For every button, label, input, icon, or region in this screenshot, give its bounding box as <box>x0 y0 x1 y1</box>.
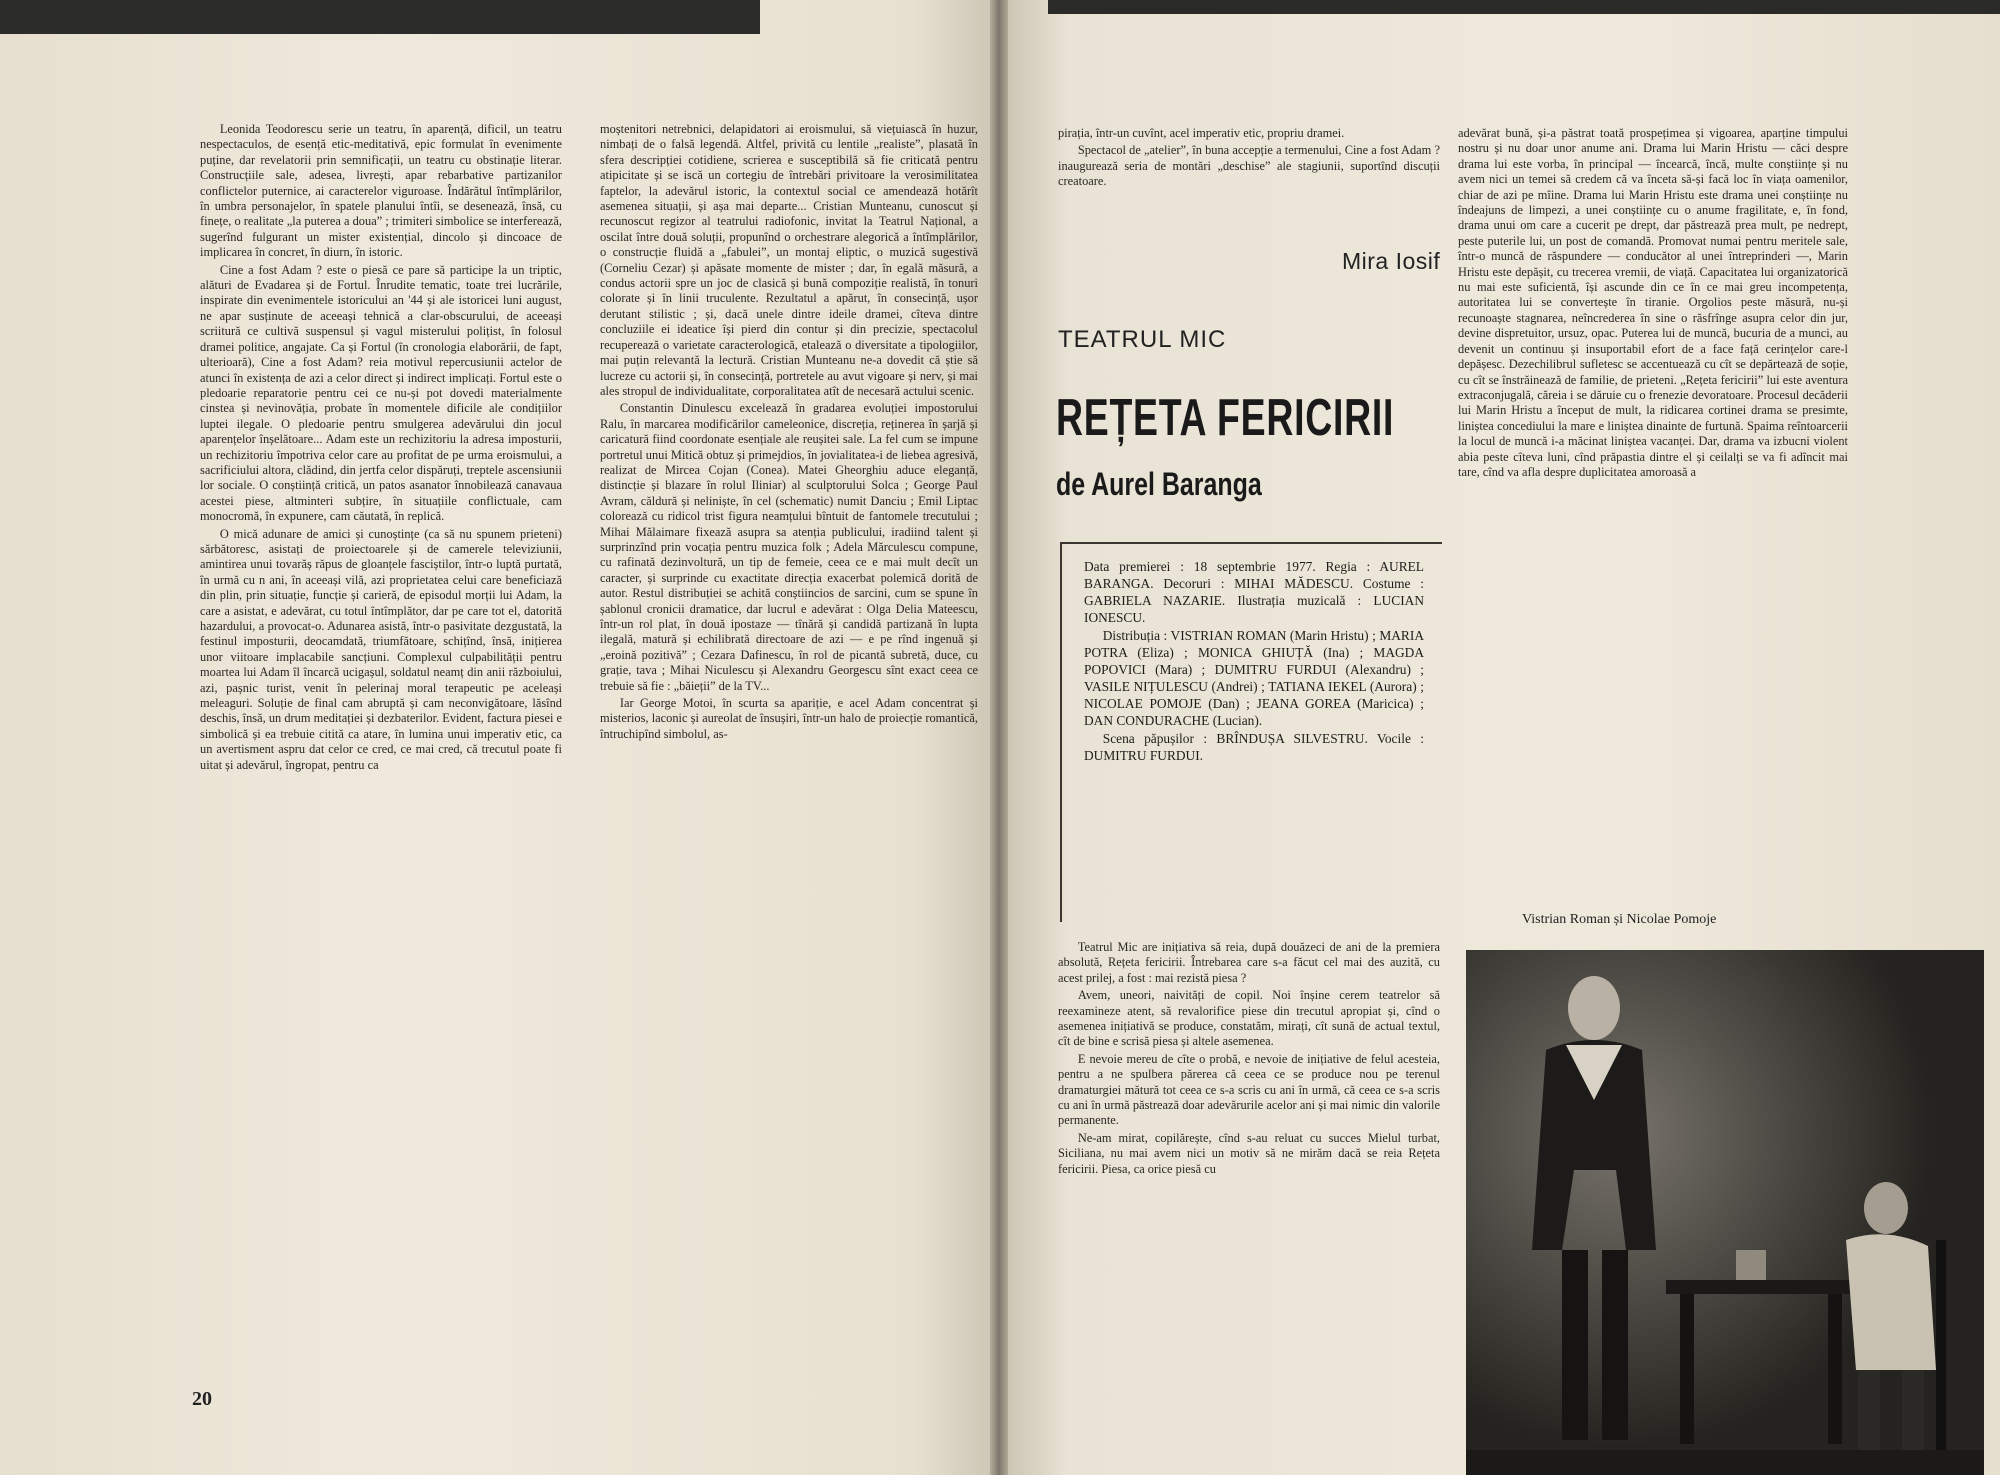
stage-photo-illustration <box>1466 950 1984 1475</box>
right-column-2 <box>1458 126 1848 480</box>
book-gutter <box>990 0 1008 1475</box>
paragraph: Cine a fost Adam ? este o piesă ce pare să participe la un triptic, alături de Evadarea și de Fortul. Înrudite tematic, toate trei lucrările, inspirate din evenimentele istoricului an '44 și ale istoricei luni august, ne apar susținute de aceeași tehnică a clar-obscurului, de aceeași scriitură ce cultivă suspensul și vagul misterului polițist, în folosul dramei politice, angajate. Ca și Fortul (în cronologia elaborării, de fapt, ulterioară), Cine a fost Adam? reia motivul repercusiunii actelor de atunci în existența de azi a celor direct și indirect implicați. Fortul este o pledoarie reparatorie pentru cei ce nu-și pot dovedi materialmente cinstea și nevinovăția, probate în momentele dificile ale condițiilor luptei ilegale. O pledoarie pentru smulgerea adevărului din jocul aparențelor înșelătoare... Adam este un rechizitoriu la adresa imposturii, un rechizitoriu împotriva celor care au profitat de pe urma eroismului, a sacrificiului altora, clădind, din jertfa celor dispăruți, treptele ascensiunii lor sociale. O conștiință critică, un patos asanator înnobilează canavaua acestei piese, altminteri subțire, în situațiile conflictuale, cam monocromă, în expunere, cam căutată, în replică. <box>200 262 562 524</box>
page-edge-shadow <box>1048 0 2000 14</box>
paragraph: pirația, într-un cuvînt, acel imperativ etic, propriu dramei. <box>1058 126 1345 140</box>
stage-photo <box>1466 950 1984 1475</box>
paragraph: E nevoie mereu de cîte o probă, e nevoie de inițiative de felul acesteia, pentru a ne spulbera părerea că ceea ce se produce nou pe terenul dramaturgiei mătură tot ceea ce s-a scris cu ani în urmă, că ceea ce s-a scris cu ani în urmă păstrează doar adevărurile acelor ani și mai nimic din valorile permanente. <box>1058 1051 1440 1128</box>
paragraph: Leonida Teodorescu serie un teatru, în aparență, dificil, un teatru nespectaculos, de esență etic-meditativă, epic formulat în evenimente puține, dar revelatorii prin semnificații, un teatru cu obstinație literar. Construcțiile sale, adesea, livrești, apar rebarbative partizanilor conflictelor puternice, ai caracterelor viguroase. Îndărătul întîmplărilor, în umbra personajelor, în spatele planului întîi, se desenează, însă, cu finețe, o realitate „la puterea a doua” ; trimiteri simbolice se interferează, sugerînd fulgurant un mister existențial, dincolo și dincoace de implicarea în concret, în diurn, în istoric. <box>200 122 562 260</box>
credits-paragraph: Data premierei : 18 septembrie 1977. Regia : AUREL BARANGA. Decoruri : MIHAI MĂDESCU. Costume : GABRIELA NAZARIE. Ilustrația muzicală : LUCIAN IONESCU. <box>1084 559 1424 625</box>
credits-paragraph: Scena păpușilor : BRÎNDUȘA SILVESTRU. Vocile : DUMITRU FURDUI. <box>1084 731 1424 763</box>
author-signature: Mira Iosif <box>1342 248 1441 274</box>
paragraph: Ne-am mirat, copilărește, cînd s-au reluat cu succes Mielul turbat, Siciliana, nu mai avem nici un motiv să ne mirăm dacă se reia Rețeta fericirii. Piesa, ca orice piesă cu <box>1058 1130 1440 1176</box>
paragraph: O mică adunare de amici și cunoștințe (ca să nu spunem prieteni) sărbătoresc, asistați de proiectoarele și de camerele televiziunii, amintirea unui tovarăș răpus de gloanțele fasciștilor, într-o luptă purtată, în urmă cu n ani, în aceeași vilă, azi proprietatea celui care beneficiază din plin, prin situație, funcție și carieră, de episodul morții lui Adam, la care a asistat, e adevărat, cu totul întîmplător, dar pe care tot el, datorită hazardului, a provocat-o. Adunarea asistă, într-o pasivitate dezgustată, la festinul imposturii, deocamdată, triumfătoare, schițînd, însă, inițierea unor viitoare implacabile sancțiuni. Complexul culpabilității pentru moartea lui Adam îl încarcă ucigașul, soldatul neamț din anii războiului, azi, pașnic turist, venit în pelerinaj moral terapeutic pe aceleași meleaguri. Soluție de final cam abruptă și cam neconvigătoare, lăsînd deschis, însă, un drum meditației și dezbaterilor. Evident, factura piesei e simbolică și ea trebuie citită ca atare, în lumina unui imperativ etic, ca un avertisment aspru dat celor ce cred, ce mai cred, că trecutul poate fi uitat și adevărul, îngropat, pentru ca <box>200 526 562 772</box>
left-column-1 <box>200 122 562 773</box>
play-title: REȚETA FERICIRII <box>1056 389 1395 447</box>
page-edge-shadow <box>0 0 760 34</box>
right-column-1-bottom <box>1058 940 1440 1177</box>
paragraph: adevărat bună, și-a păstrat toată prospețimea și vigoarea, aparține timpului nostru și nu doar unor anume ani. Drama lui Marin Hristu — căci despre drama lui este vorba, în principal — încearcă, încă, multe conștiințe și nu avem nici un temei să credem că va înceta să-și facă loc în viața oamenilor, chiar de azi pe mîine. Drama lui Marin Hristu este drama unei conștiințe nu îndeajuns de limpezi, a unei conștiințe cu o anume fragilitate, e, în fond, drama unui om care a cucerit pe drept, dar păstrează prea mult, pe nedrept, peste puterile lui, un post de comandă. Promovat numai pentru meritele sale, într-o muncă de răspundere — conducător al unei întreprinderi —, Marin Hristu este depășit, cu trecerea vremii, de viață. Capacitatea lui organizatorică nu mai este suficientă, își ascunde din ce în ce mai greu incompetența, autoritatea lui se convertește în tiranie. Orgolios peste măsură, nu-și recunoaște stagnarea, neîncrederea în sine o răsfrînge asupra celor din jur, devine dispretuitor, ursuz, opac. Puterea lui de muncă, bucuria de a munci, au devenit un continuu și insuportabil efort de a face față cerințelor care-l depășesc. Dezechilibrul sufletesc se accentuează cu cît se depărtează de soție, cu cît se înstrăinează de familie, de prieteni. „Rețeta fericirii” lui este aventura extraconjugală, căreia i se dăruie cu o frenezie devoratoare. Procesul decăderii lui Marin Hristu a început de mult, la ridicarea cortinei drama se presimte, liniștea concediului la mare e liniștea dinainte de furtună. Spaima reîntoarcerii la locul de muncă i-a măcinat liniștea vacanței. Dar, drama va izbucni violent abia peste cîteva luni, cînd prăpastia dintre el și ceilalți se va fi adîncit mai tare, cînd va afla despre duplicitatea amoroasă a <box>1458 126 1848 479</box>
photo-caption: Vistrian Roman și Nicolae Pomoje <box>1522 912 1717 927</box>
left-column-2 <box>600 122 978 742</box>
left-page <box>0 0 990 1475</box>
credits-box <box>1060 542 1442 922</box>
section-title: TEATRUL MIC <box>1058 326 1227 353</box>
play-author: de Aurel Baranga <box>1056 466 1262 502</box>
paragraph: Iar George Motoi, în scurta sa apariție, e acel Adam concentrat și misterios, laconic și aureolat de însușiri, într-un halo de proiecție romantică, întruchipînd simbolul, as- <box>600 696 978 741</box>
page-number: 20 <box>192 1388 212 1410</box>
credits-paragraph: Distribuția : VISTRIAN ROMAN (Marin Hristu) ; MARIA POTRA (Eliza) ; MONICA GHIUȚĂ (Ina) ; MAGDA POPOVICI (Mara) ; DUMITRU FURDUI (Alexandru) ; VASILE NIȚULESCU (Andrei) ; TATIANA IEKEL (Aurora) ; NICOLAE POMOJE (Dan) ; JEANA GOREA (Maricica) ; DAN CONDURACHE (Lucian). <box>1084 628 1424 728</box>
paragraph: Constantin Dinulescu excelează în gradarea evoluției impostorului Ralu, în marcarea modificărilor cameleonice, discreția, reținerea în șarjă și caricatură fiind coordonate esențiale ale reușitei sale. La fel cum se impune portretul unui Mitică obtuz și primejdios, în jovialitatea-i de liebea agresivă, realizat de Mircea Cojan (Conea). Matei Gheorghiu aduce eleganță, distincție și blazare în rolul Iliniar) al sculptorului Solca ; George Paul Avram, căldură și neliniște, în cel (schematic) numit Danciu ; Emil Liptac colorează cu ridicol trist figura neamțului bîntuit de fantomele trecutului ; Mihai Mălaimare fixează asupra sa atenția publicului, iradiind talent și surprinzînd prin vocația pentru muzica folk ; Adela Mărculescu compune, cu rafinată dezinvoltură, un tip de femeie, ceea ce e mai mult decît un caracter, și surprinde cu exactitate direcția exacerbat polemică dorită de autor. Restul distribuției se achită conștiincios de sarcini, cum se spune în șablonul cronicii dramatice, dar lucrul e adevărat : Olga Delia Mateescu, într-un rol plat, în două ipostaze — tînără și candidă partizană în lupta ilegală, matură și echilibrată directoare de azi — e pe rînd ingenuă și „eroină pozitivă” ; Cezara Dafinescu, în rol de picantă subretă, duce, cu grație, tava ; Mihai Niculescu și Alexandru Georgescu sînt exact ceea ce trebuie să fie : „băieții” de la TV... <box>600 401 978 693</box>
right-column-1-top <box>1058 126 1440 190</box>
credits-text <box>1084 558 1424 764</box>
paragraph: Avem, uneori, naivități de copil. Noi înșine cerem teatrelor să reexamineze atent, să revalorifice piese din trecutul apropiat și, cînd o asemenea inițiativă se produce, constatăm, mirați, cît sună de actual textul, cît de bine e scrisă piesa și altele asemenea. <box>1058 988 1440 1049</box>
paragraph: Spectacol de „atelier”, în buna accepție a termenului, Cine a fost Adam ? inaugurează seria de montări „deschise” ale stagiunii, suportînd discuții creatoare. <box>1058 143 1440 189</box>
paragraph: Teatrul Mic are inițiativa să reia, după douăzeci de ani de la premiera absolută, Rețeta fericirii. Întrebarea care s-a făcut cel mai des auzită, cu acest prilej, a fost : mai rezistă piesa ? <box>1058 940 1440 985</box>
paragraph: moștenitori netrebnici, delapidatori ai eroismului, să viețuiască în huzur, nimbați de o falsă legendă. Altfel, privită cu lentile „realiste”, plasată în sfera descripției cotidiene, scrierea e susceptibilă să fie criticată pentru atipicitate și se iscă un cortegiu de întrebări privitoare la verosimilitatea faptelor, la adevărul istoric, la contextul social ce amendează hotărît asemenea situații, și așa mai departe... Cristian Munteanu, cunoscut și recunoscut regizor al teatrului radiofonic, invitat la Teatrul Național, a oscilat între două soluții, propunînd o orchestrare alegorică a întîmplărilor, o construcție fluidă a „fabulei”, un montaj eliptic, o muzică sugestivă (Corneliu Cezar) și apăsate momente de mister ; dar, în egală măsură, a condus actorii spre un joc de clasică și bună compoziție realistă, în tonuri colorate și în linii truculente. Rezultatul a apărut, în consecință, ușor derutant stilistic ; și, dacă unele dintre ideile dramei, cîteva dintre concluziile ei ideatice își pierd din contur și din precizie, spectacolul recuperează o varietate caracterologică, etalează o diversitate a tipologiilor, mai puțin relevantă la lectură. Cristian Munteanu ne-a dovedit că știe să lucreze cu actorii și, în consecință, portretele au avut vigoare și nerv, și mai ales stropul de individualitate, corporalitatea atît de necesară actului scenic. <box>600 122 978 398</box>
